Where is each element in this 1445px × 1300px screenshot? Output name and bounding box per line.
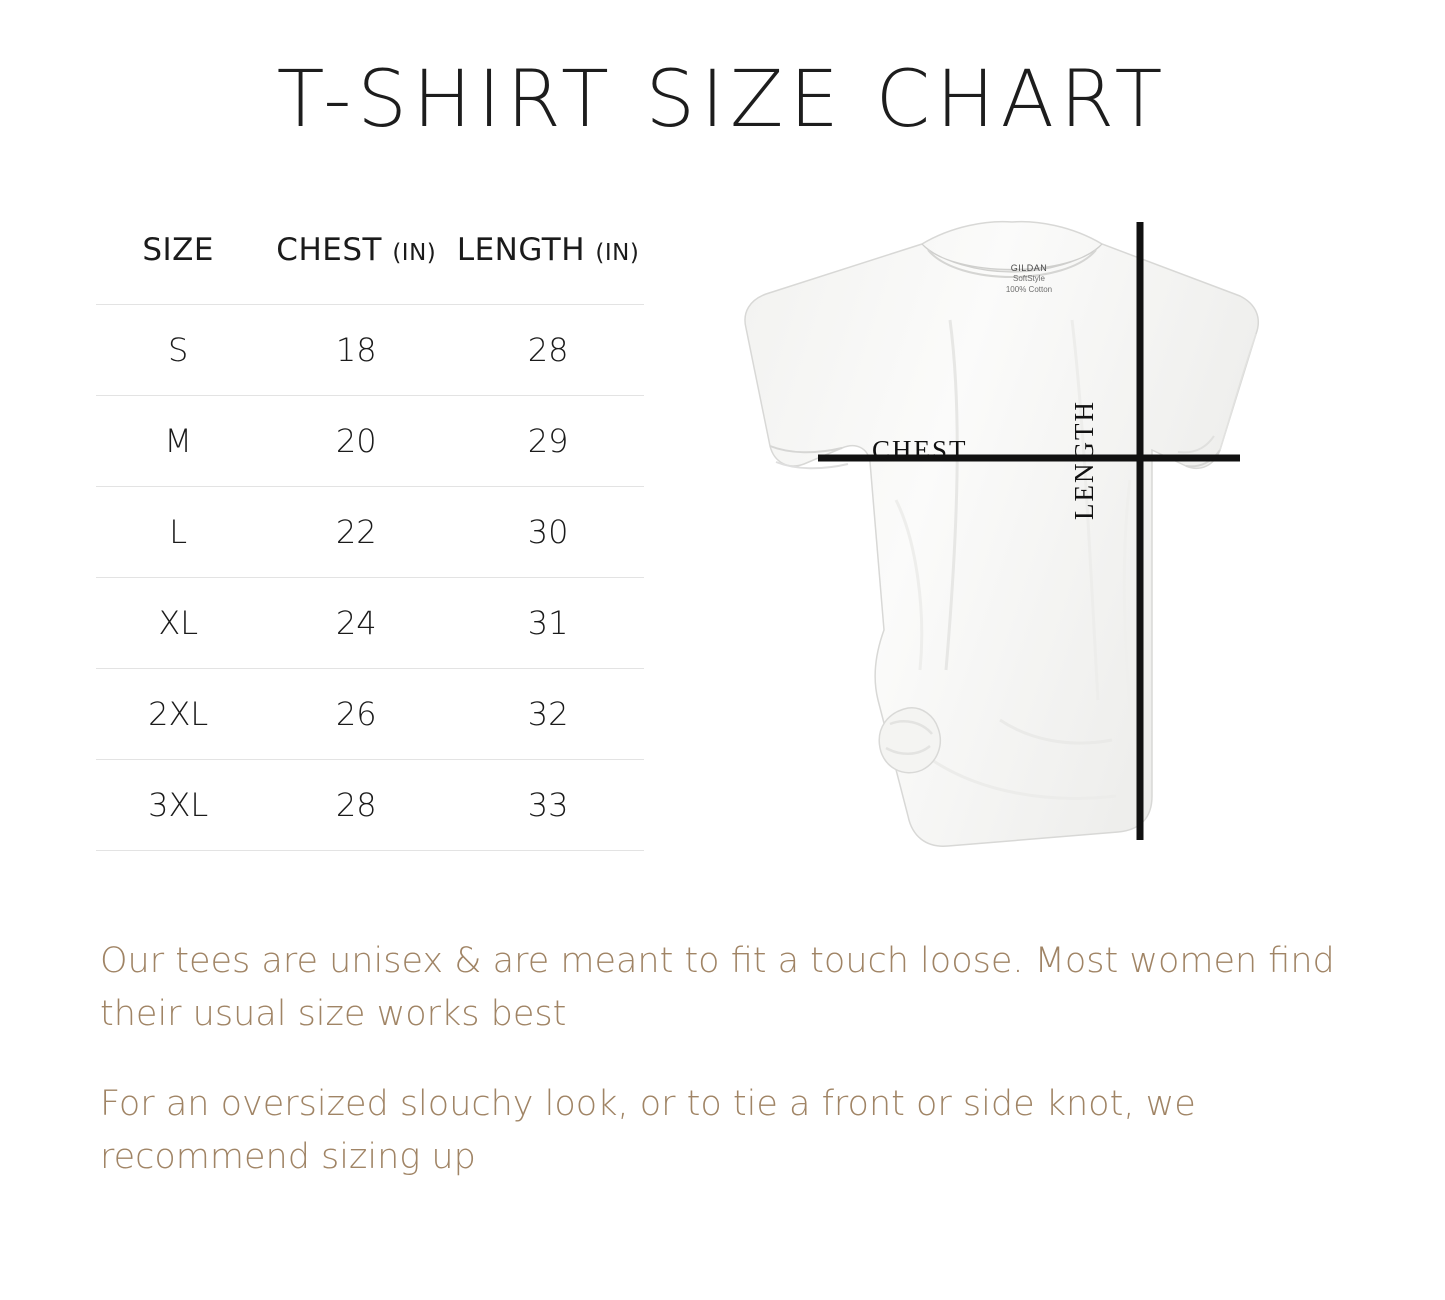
table-row	[96, 305, 644, 396]
fit-note-1: Our tees are unisex & are meant to fit a touch loose. Most women find their usual size works best	[100, 941, 1335, 1034]
chest-measure-label: CHEST	[872, 435, 968, 465]
table-row	[96, 487, 644, 578]
tshirt-diagram	[700, 200, 1320, 900]
cell-length: 33	[452, 760, 644, 851]
cell-size: S	[96, 305, 260, 396]
table-header	[96, 232, 644, 305]
length-measure-label: LENGTH	[1069, 400, 1099, 520]
column-header-size-label: SIZE	[142, 232, 215, 268]
cell-size: M	[96, 396, 260, 487]
table-row	[96, 578, 644, 669]
cell-chest: 26	[260, 669, 452, 760]
cell-length: 29	[452, 396, 644, 487]
brand-sub: SoftStyle	[1012, 274, 1045, 284]
column-header-size	[96, 232, 260, 305]
cell-chest: 18	[260, 305, 452, 396]
page-title: T-SHIRT SIZE CHART	[276, 55, 1169, 145]
size-table-container	[96, 232, 644, 851]
fit-note-2: For an oversized slouchy look, or to tie a front or side knot, we recommend sizing up	[100, 1084, 1196, 1177]
cell-size: XL	[96, 578, 260, 669]
cell-chest: 20	[260, 396, 452, 487]
column-header-length-unit: (IN)	[595, 240, 640, 266]
table-header-row	[96, 232, 644, 305]
tshirt-illustration-icon	[700, 200, 1320, 900]
brand-sub2: 100% Cotton	[1005, 284, 1053, 294]
cell-size: 3XL	[96, 760, 260, 851]
table-row	[96, 669, 644, 760]
table-body	[96, 305, 644, 851]
table-row	[96, 396, 644, 487]
cell-size: L	[96, 487, 260, 578]
cell-length: 30	[452, 487, 644, 578]
cell-chest: 22	[260, 487, 452, 578]
cell-length: 28	[452, 305, 644, 396]
column-header-chest-label: CHEST	[276, 232, 382, 268]
cell-chest: 24	[260, 578, 452, 669]
cell-length: 32	[452, 669, 644, 760]
table-row	[96, 760, 644, 851]
column-header-length-label: LENGTH	[456, 232, 586, 268]
column-header-chest-unit: (IN)	[392, 240, 437, 266]
brand-name: GILDAN	[1010, 263, 1048, 273]
column-header-chest	[260, 232, 452, 305]
cell-size: 2XL	[96, 669, 260, 760]
cell-length: 31	[452, 578, 644, 669]
size-table	[96, 232, 644, 851]
fit-notes	[100, 935, 1370, 1183]
cell-chest: 28	[260, 760, 452, 851]
column-header-length	[452, 232, 644, 305]
brand-label	[998, 262, 1060, 296]
